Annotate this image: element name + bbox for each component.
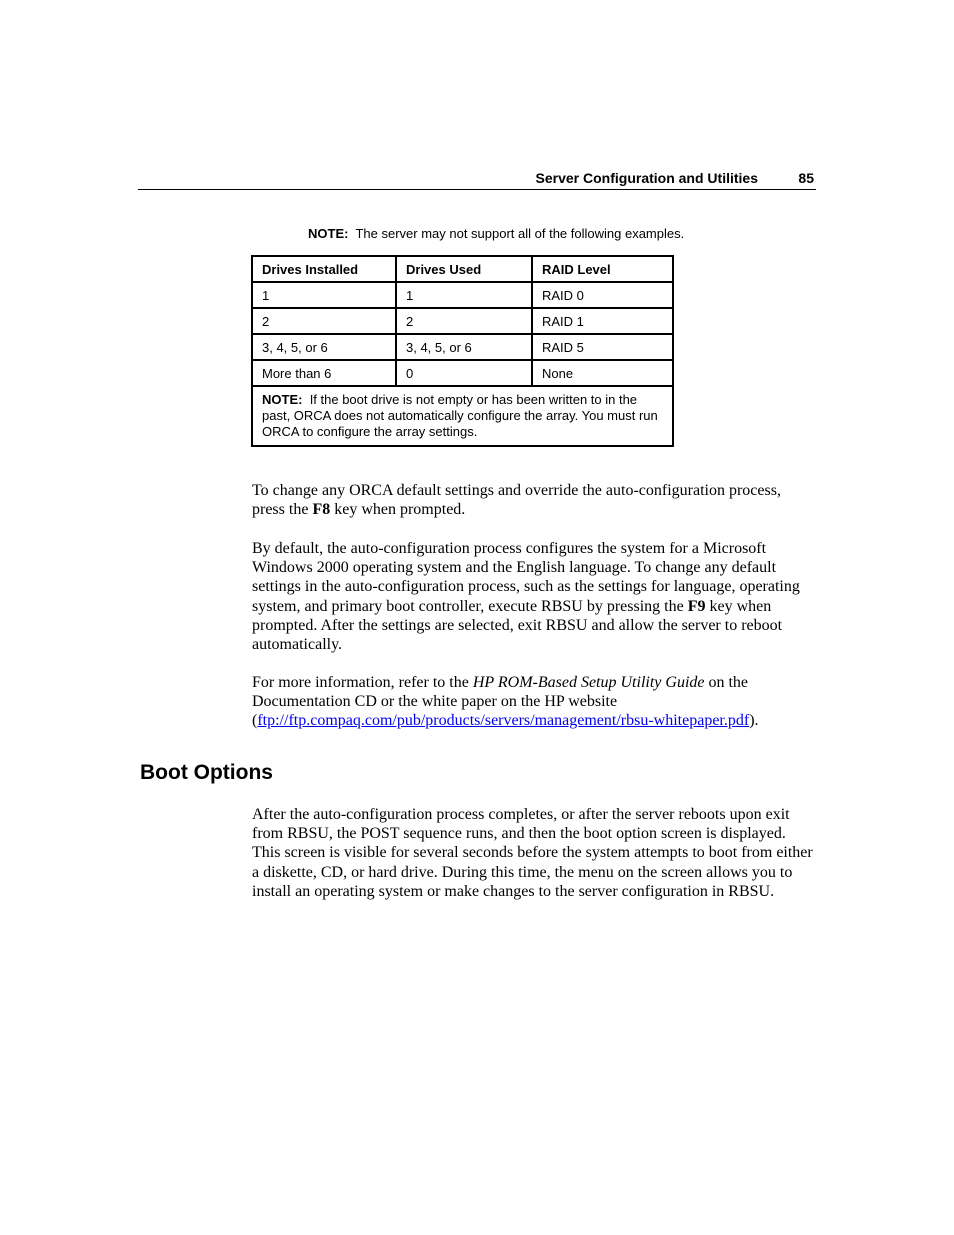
top-note-label: NOTE: [308,226,349,241]
key-f9: F9 [687,597,706,615]
table-row [252,360,673,386]
table-note-row [252,386,673,446]
key-f8: F8 [312,501,331,519]
column-header-drives-used: Drives Used [396,256,532,282]
table-note-label: NOTE: [262,392,303,407]
table-cell: More than 6 [252,360,396,386]
raid-table [251,255,674,447]
guide-title: HP ROM-Based Setup Utility Guide [472,674,705,691]
table-cell: 2 [252,308,396,334]
table-header-row [252,256,673,282]
paragraph-text: For more information, refer to the [252,674,473,691]
paragraph-default-config [252,539,816,654]
table-row [252,308,673,334]
table-cell: 2 [396,308,532,334]
paragraph-more-info [252,673,816,731]
paragraph-text: ). [749,712,759,730]
table-cell: 1 [396,282,532,308]
paragraph-text: To change any ORCA default settings and override the auto-configuration process, press the [252,482,781,519]
table-cell: 0 [396,360,532,386]
table-note [252,386,673,446]
table-row [252,282,673,308]
top-note [308,226,684,241]
paragraph-orca-settings [252,481,816,519]
paragraph-text: By default, the auto-configuration process configures the system for a Microsoft Windows 2000 operating system and the English language. To change any default settings in the auto-configuration process, such as the settings for language, operating system, and primary boot controller, execute RBSU by pressing the [252,540,800,615]
table-cell: RAID 5 [532,334,673,360]
paragraph-boot-options: After the auto-configuration process completes, or after the server reboots upon exit from RBSU, the POST sequence runs, and then the boot option screen is displayed. This screen is visible for several seconds before the system attempts to boot from either a diskette, CD, or hard drive. During this time, the menu on the screen allows you to install an operating system or make changes to the server configuration in RBSU. [252,806,813,900]
page-header [138,168,816,190]
table-row [252,334,673,360]
paragraph-text: key when prompted. [330,501,466,519]
column-header-drives-installed: Drives Installed [252,256,396,282]
table-cell: 3, 4, 5, or 6 [252,334,396,360]
table-cell: 3, 4, 5, or 6 [396,334,532,360]
table-note-text: If the boot drive is not empty or has been written to in the past, ORCA does not automatically configure the array. You must run ORCA to configure the array settings. [262,392,658,439]
table-cell: None [532,360,673,386]
column-header-raid-level: RAID Level [532,256,673,282]
page-number: 85 [798,170,814,186]
table-cell: RAID 1 [532,308,673,334]
top-note-text: The server may not support all of the following examples. [355,226,685,241]
whitepaper-link[interactable]: ftp://ftp.compaq.com/pub/products/servers/management/rbsu-whitepaper.pdf [257,712,750,730]
section-heading-boot-options: Boot Options [140,761,273,784]
paragraph-text: key when prompted. After the settings are selected, exit RBSU and allow the server to reboot automatically. [252,597,783,654]
table-cell: 1 [252,282,396,308]
header-title: Server Configuration and Utilities [535,170,758,186]
paragraph-text: on the Documentation CD or the white paper on the HP website ( [252,674,749,730]
table-cell: RAID 0 [532,282,673,308]
